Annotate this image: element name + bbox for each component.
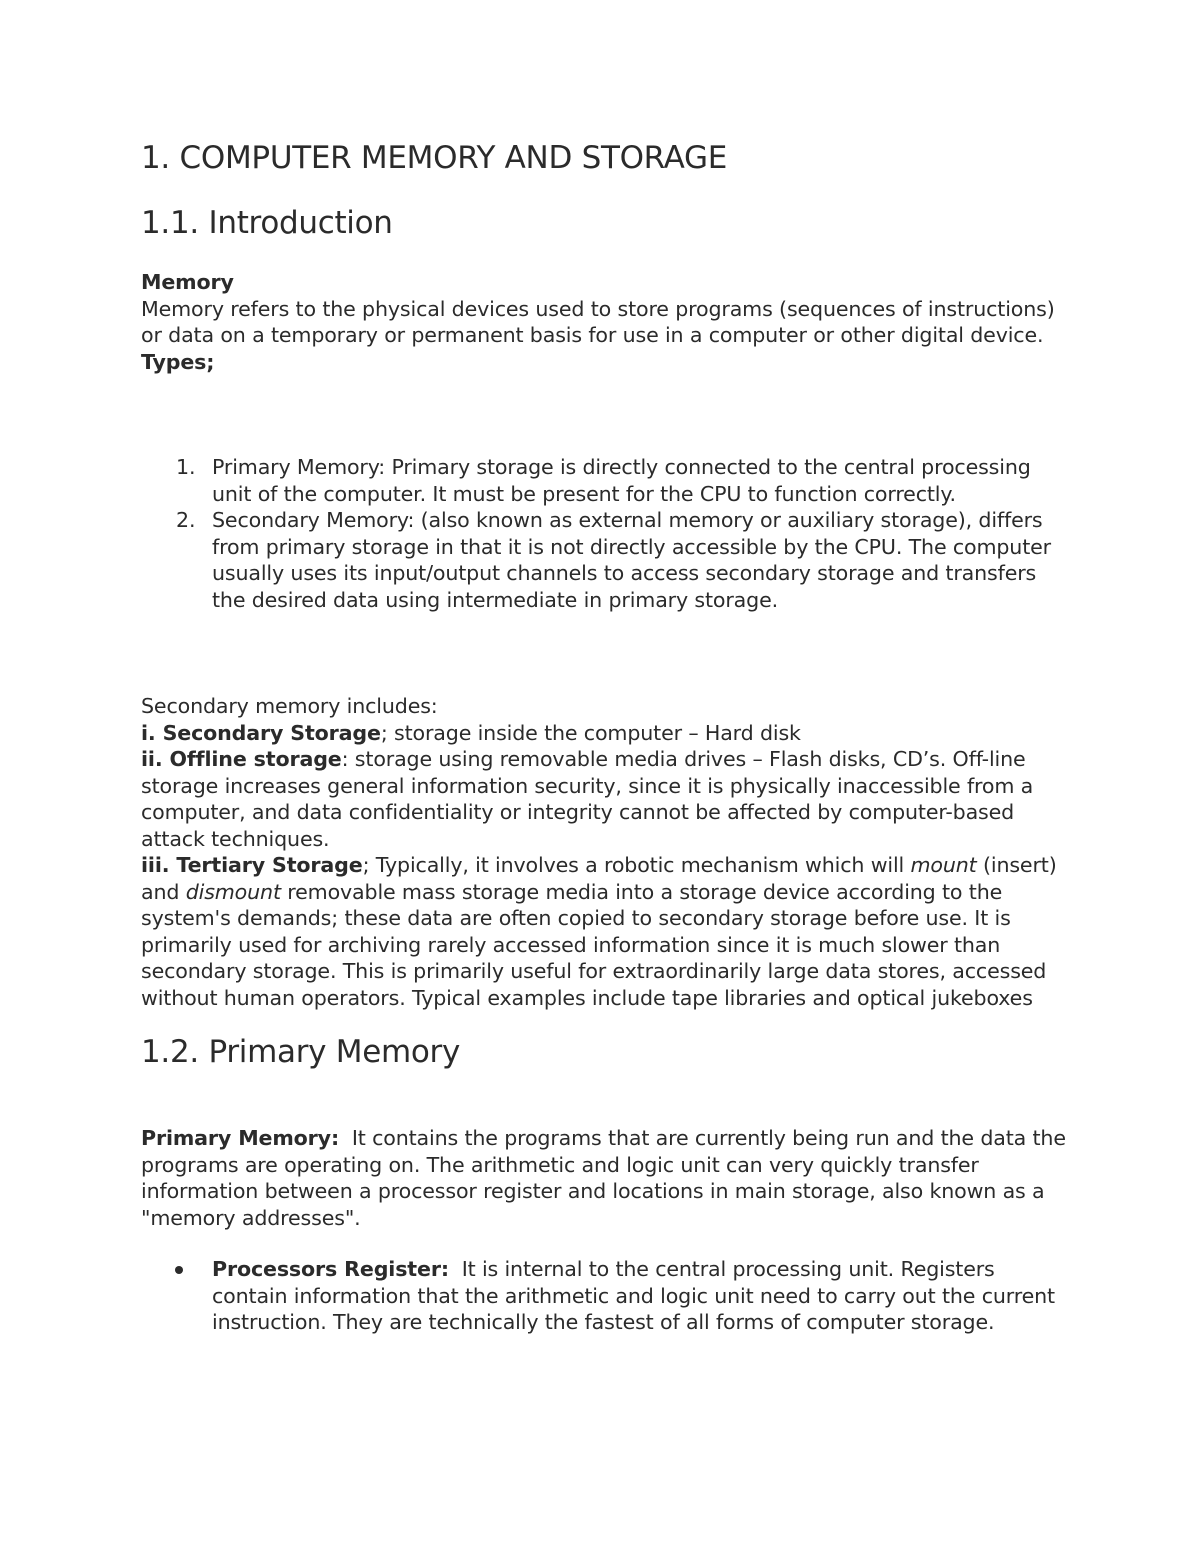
types-label: Types; — [141, 349, 215, 374]
secondary-item-offline-storage — [141, 746, 1071, 852]
tertiary-storage-text-c: removable mass storage media into a storage device according to the system's demands; these data are often copied to secondary storage before use. It is primarily used for archiving rarely accessed information since it is much slower than secondary storage. This is primarily useful for extraordinarily large data stores, accessed without human operators. Typical examples include tape libraries and optical jukeboxes — [141, 879, 1047, 1010]
secondary-storage-label: i. Secondary Storage — [141, 720, 381, 745]
secondary-item-secondary-storage — [141, 720, 1071, 747]
list-item-processors-register — [212, 1256, 1071, 1336]
memory-label: Memory — [141, 270, 234, 294]
dismount-emphasis: dismount — [185, 879, 281, 904]
primary-memory-bullets — [141, 1256, 1071, 1336]
mount-emphasis: mount — [910, 853, 977, 877]
offline-storage-label: ii. Offline storage — [141, 747, 342, 771]
primary-memory-paragraph — [141, 1125, 1071, 1231]
secondary-item-tertiary-storage — [141, 852, 1071, 1011]
offline-storage-text: : storage using removable media drives – Flash disks, CD’s. Off-line storage increases general information security, since it is physically inaccessible from a computer, and data confidentiality or integrity cannot be affected by computer-based attack techniques. — [141, 747, 1034, 851]
tertiary-storage-label: iii. Tertiary Storage — [141, 853, 363, 877]
secondary-memory-intro: Secondary memory includes: — [141, 694, 438, 718]
memory-definition-text: Memory refers to the physical devices used to store programs (sequences of instructions) or data on a temporary or permanent basis for use in a computer or other digital device. — [141, 296, 1055, 347]
list-item-primary-memory: Primary Memory: Primary storage is directly connected to the central processing unit of the computer. It must be present for the CPU to function correctly. — [212, 455, 1031, 506]
primary-memory-label: Primary Memory: — [141, 1126, 340, 1150]
secondary-storage-text: ; storage inside the computer – Hard disk — [380, 720, 801, 745]
processors-register-label: Processors Register: — [212, 1257, 449, 1281]
memory-definition-block — [141, 269, 1071, 375]
primary-memory-text: It contains the programs that are currently being run and the data the programs are operating on. The arithmetic and logic unit can very quickly transfer information between a processor register and locations in main storage, also known as a "memory addresses". — [141, 1126, 1073, 1230]
section-heading-primary-memory: 1.2. Primary Memory — [141, 1034, 461, 1070]
secondary-memory-block — [141, 693, 1071, 1011]
processors-register-text: It is internal to the central processing unit. Registers contain information that the arithmetic and logic unit need to carry out the current instruction. They are technically the fastest of all forms of computer storage. — [212, 1257, 1062, 1334]
tertiary-storage-text-b: (insert) and — [141, 853, 1057, 904]
tertiary-storage-text-a: ; Typically, it involves a robotic mechanism which will — [362, 853, 911, 877]
list-item-secondary-memory: Secondary Memory: (also known as external memory or auxiliary storage), differs from primary storage in that it is not directly accessible by the CPU. The computer usually uses its input/output channels to access secondary storage and transfers the desired data using intermediate in primary storage. — [212, 508, 1051, 612]
main-heading: 1. COMPUTER MEMORY AND STORAGE — [141, 140, 728, 176]
primary-memory-block — [141, 1125, 1071, 1231]
memory-types-list — [141, 454, 1071, 613]
section-heading-introduction: 1.1. Introduction — [141, 205, 393, 241]
